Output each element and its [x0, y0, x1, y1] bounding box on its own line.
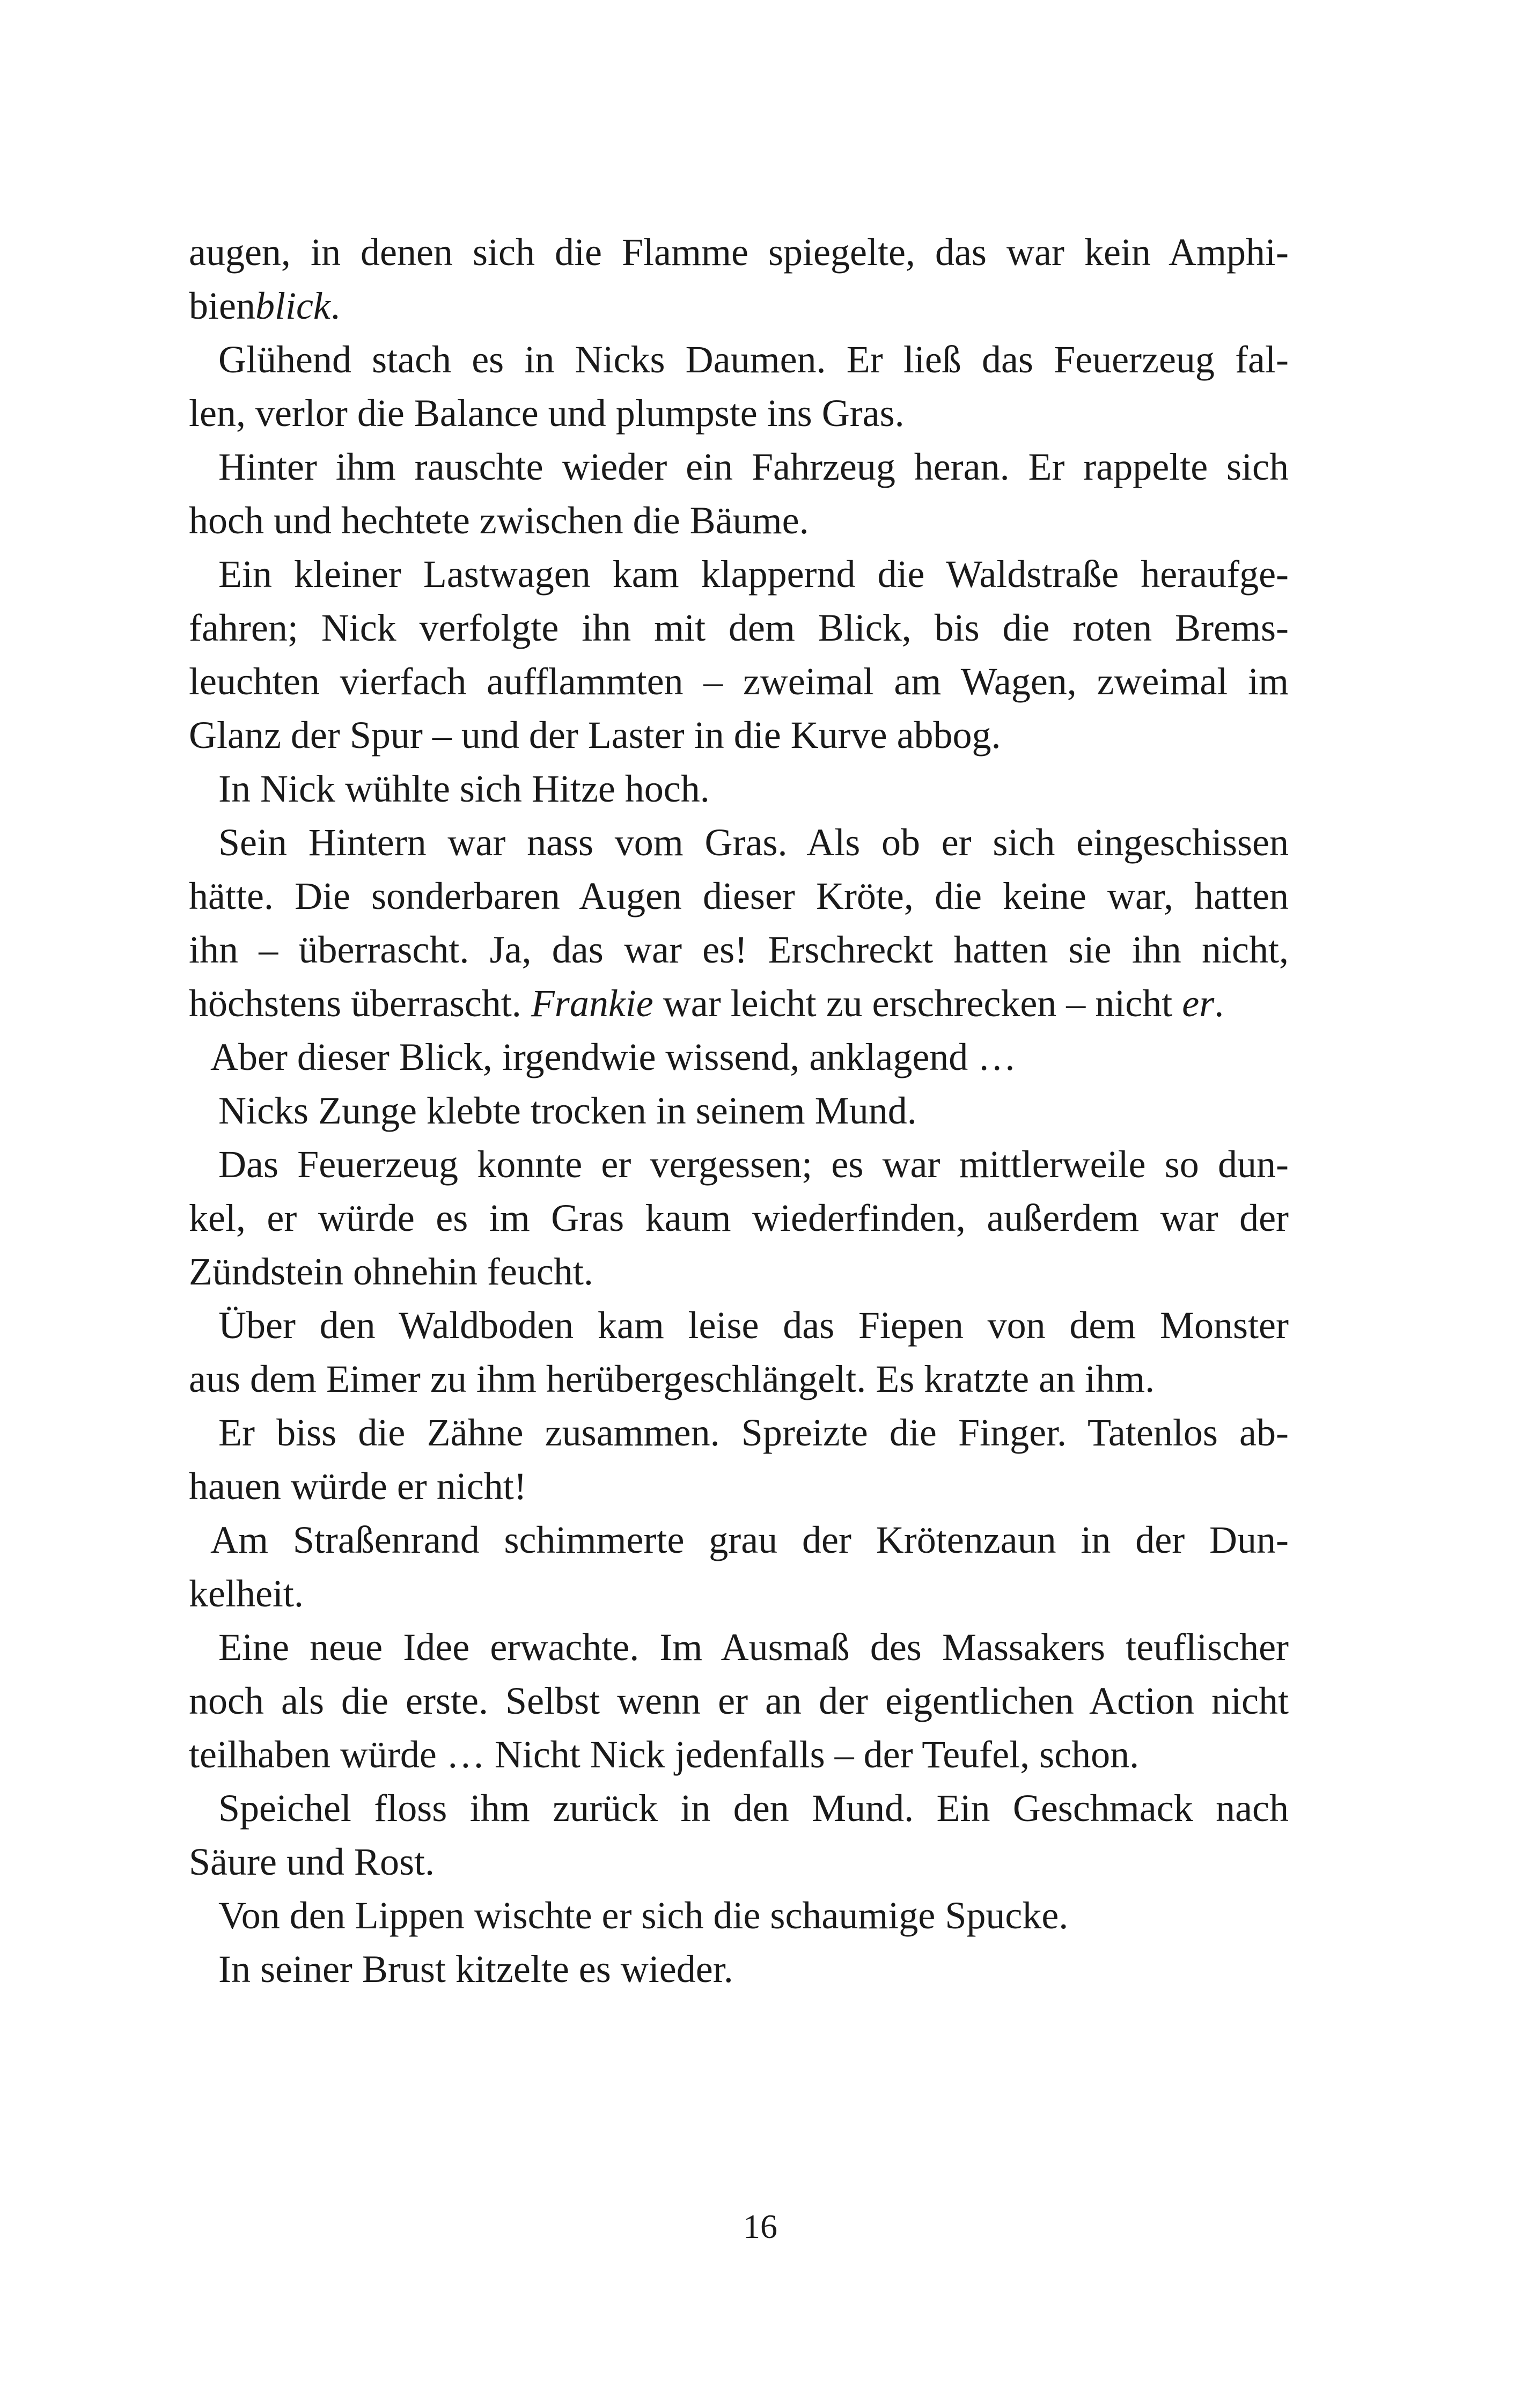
text-line: höchstens überrascht. Frankie war leicht zu erschrecken – nicht er.	[189, 982, 1224, 1025]
page-number: 16	[743, 2207, 777, 2245]
text-line: Glanz der Spur – und der Laster in die Kurve abbog.	[189, 714, 1001, 757]
text-line: aus dem Eimer zu ihm herübergeschlängelt. Es kratzte an ihm.	[189, 1357, 1155, 1400]
text-line: Eine neue Idee erwachte. Im Ausmaß des Massakers teuflischer	[218, 1626, 1289, 1669]
text-line: kelheit.	[189, 1572, 304, 1615]
text-line: hätte. Die sonderbaren Augen dieser Kröte, die keine war, hatten	[189, 875, 1289, 917]
text-line: bienblick.	[189, 284, 340, 327]
text-line: Zündstein ohnehin feucht.	[189, 1250, 593, 1293]
text-line: In seiner Brust kitzelte es wieder.	[218, 1948, 733, 1991]
text-line: leuchten vierfach aufflammten – zweimal am Wagen, zweimal im	[189, 660, 1289, 703]
text-line: Aber dieser Blick, irgendwie wissend, anklagend …	[210, 1036, 1017, 1078]
text-line: augen, in denen sich die Flamme spiegelte, das war kein Amphi-	[189, 231, 1289, 274]
text-line: Am Straßenrand schimmerte grau der Krötenzaun in der Dun-	[210, 1518, 1289, 1561]
italic-text: blick	[255, 284, 330, 327]
text-line: Er biss die Zähne zusammen. Spreizte die Finger. Tatenlos ab-	[218, 1411, 1289, 1454]
text-line: ihn – überrascht. Ja, das war es! Erschreckt hatten sie ihn nicht,	[189, 928, 1289, 971]
text-line: Ein kleiner Lastwagen kam klappernd die Waldstraße heraufge-	[218, 553, 1289, 596]
text-line: Hinter ihm rauschte wieder ein Fahrzeug heran. Er rappelte sich	[218, 445, 1289, 488]
italic-text: Frankie	[531, 982, 653, 1025]
text-line: hoch und hechtete zwischen die Bäume.	[189, 499, 809, 542]
text-line: Über den Waldboden kam leise das Fiepen von dem Monster	[218, 1304, 1289, 1347]
text-line: Nicks Zunge klebte trocken in seinem Mund.	[218, 1089, 917, 1132]
text-line: noch als die erste. Selbst wenn er an der eigentlichen Action nicht	[189, 1679, 1289, 1722]
text-line: Sein Hintern war nass vom Gras. Als ob er sich eingeschissen	[218, 821, 1289, 864]
text-line: fahren; Nick verfolgte ihn mit dem Blick, bis die roten Brems-	[189, 606, 1289, 649]
italic-text: er	[1182, 982, 1215, 1025]
text-line: Säure und Rost.	[189, 1840, 435, 1883]
text-line: Das Feuerzeug konnte er vergessen; es war mittlerweile so dun-	[218, 1143, 1289, 1186]
text-line: In Nick wühlte sich Hitze hoch.	[218, 767, 710, 810]
text-line: Glühend stach es in Nicks Daumen. Er ließ das Feuerzeug fal-	[218, 338, 1289, 381]
text-line: Speichel floss ihm zurück in den Mund. Ein Geschmack nach	[218, 1787, 1289, 1830]
text-line: len, verlor die Balance und plumpste ins Gras.	[189, 392, 905, 435]
text-line: Von den Lippen wischte er sich die schaumige Spucke.	[218, 1894, 1069, 1937]
text-line: kel, er würde es im Gras kaum wiederfinden, außerdem war der	[189, 1196, 1289, 1239]
text-line: teilhaben würde … Nicht Nick jedenfalls – der Teufel, schon.	[189, 1733, 1140, 1776]
text-line: hauen würde er nicht!	[189, 1465, 527, 1508]
